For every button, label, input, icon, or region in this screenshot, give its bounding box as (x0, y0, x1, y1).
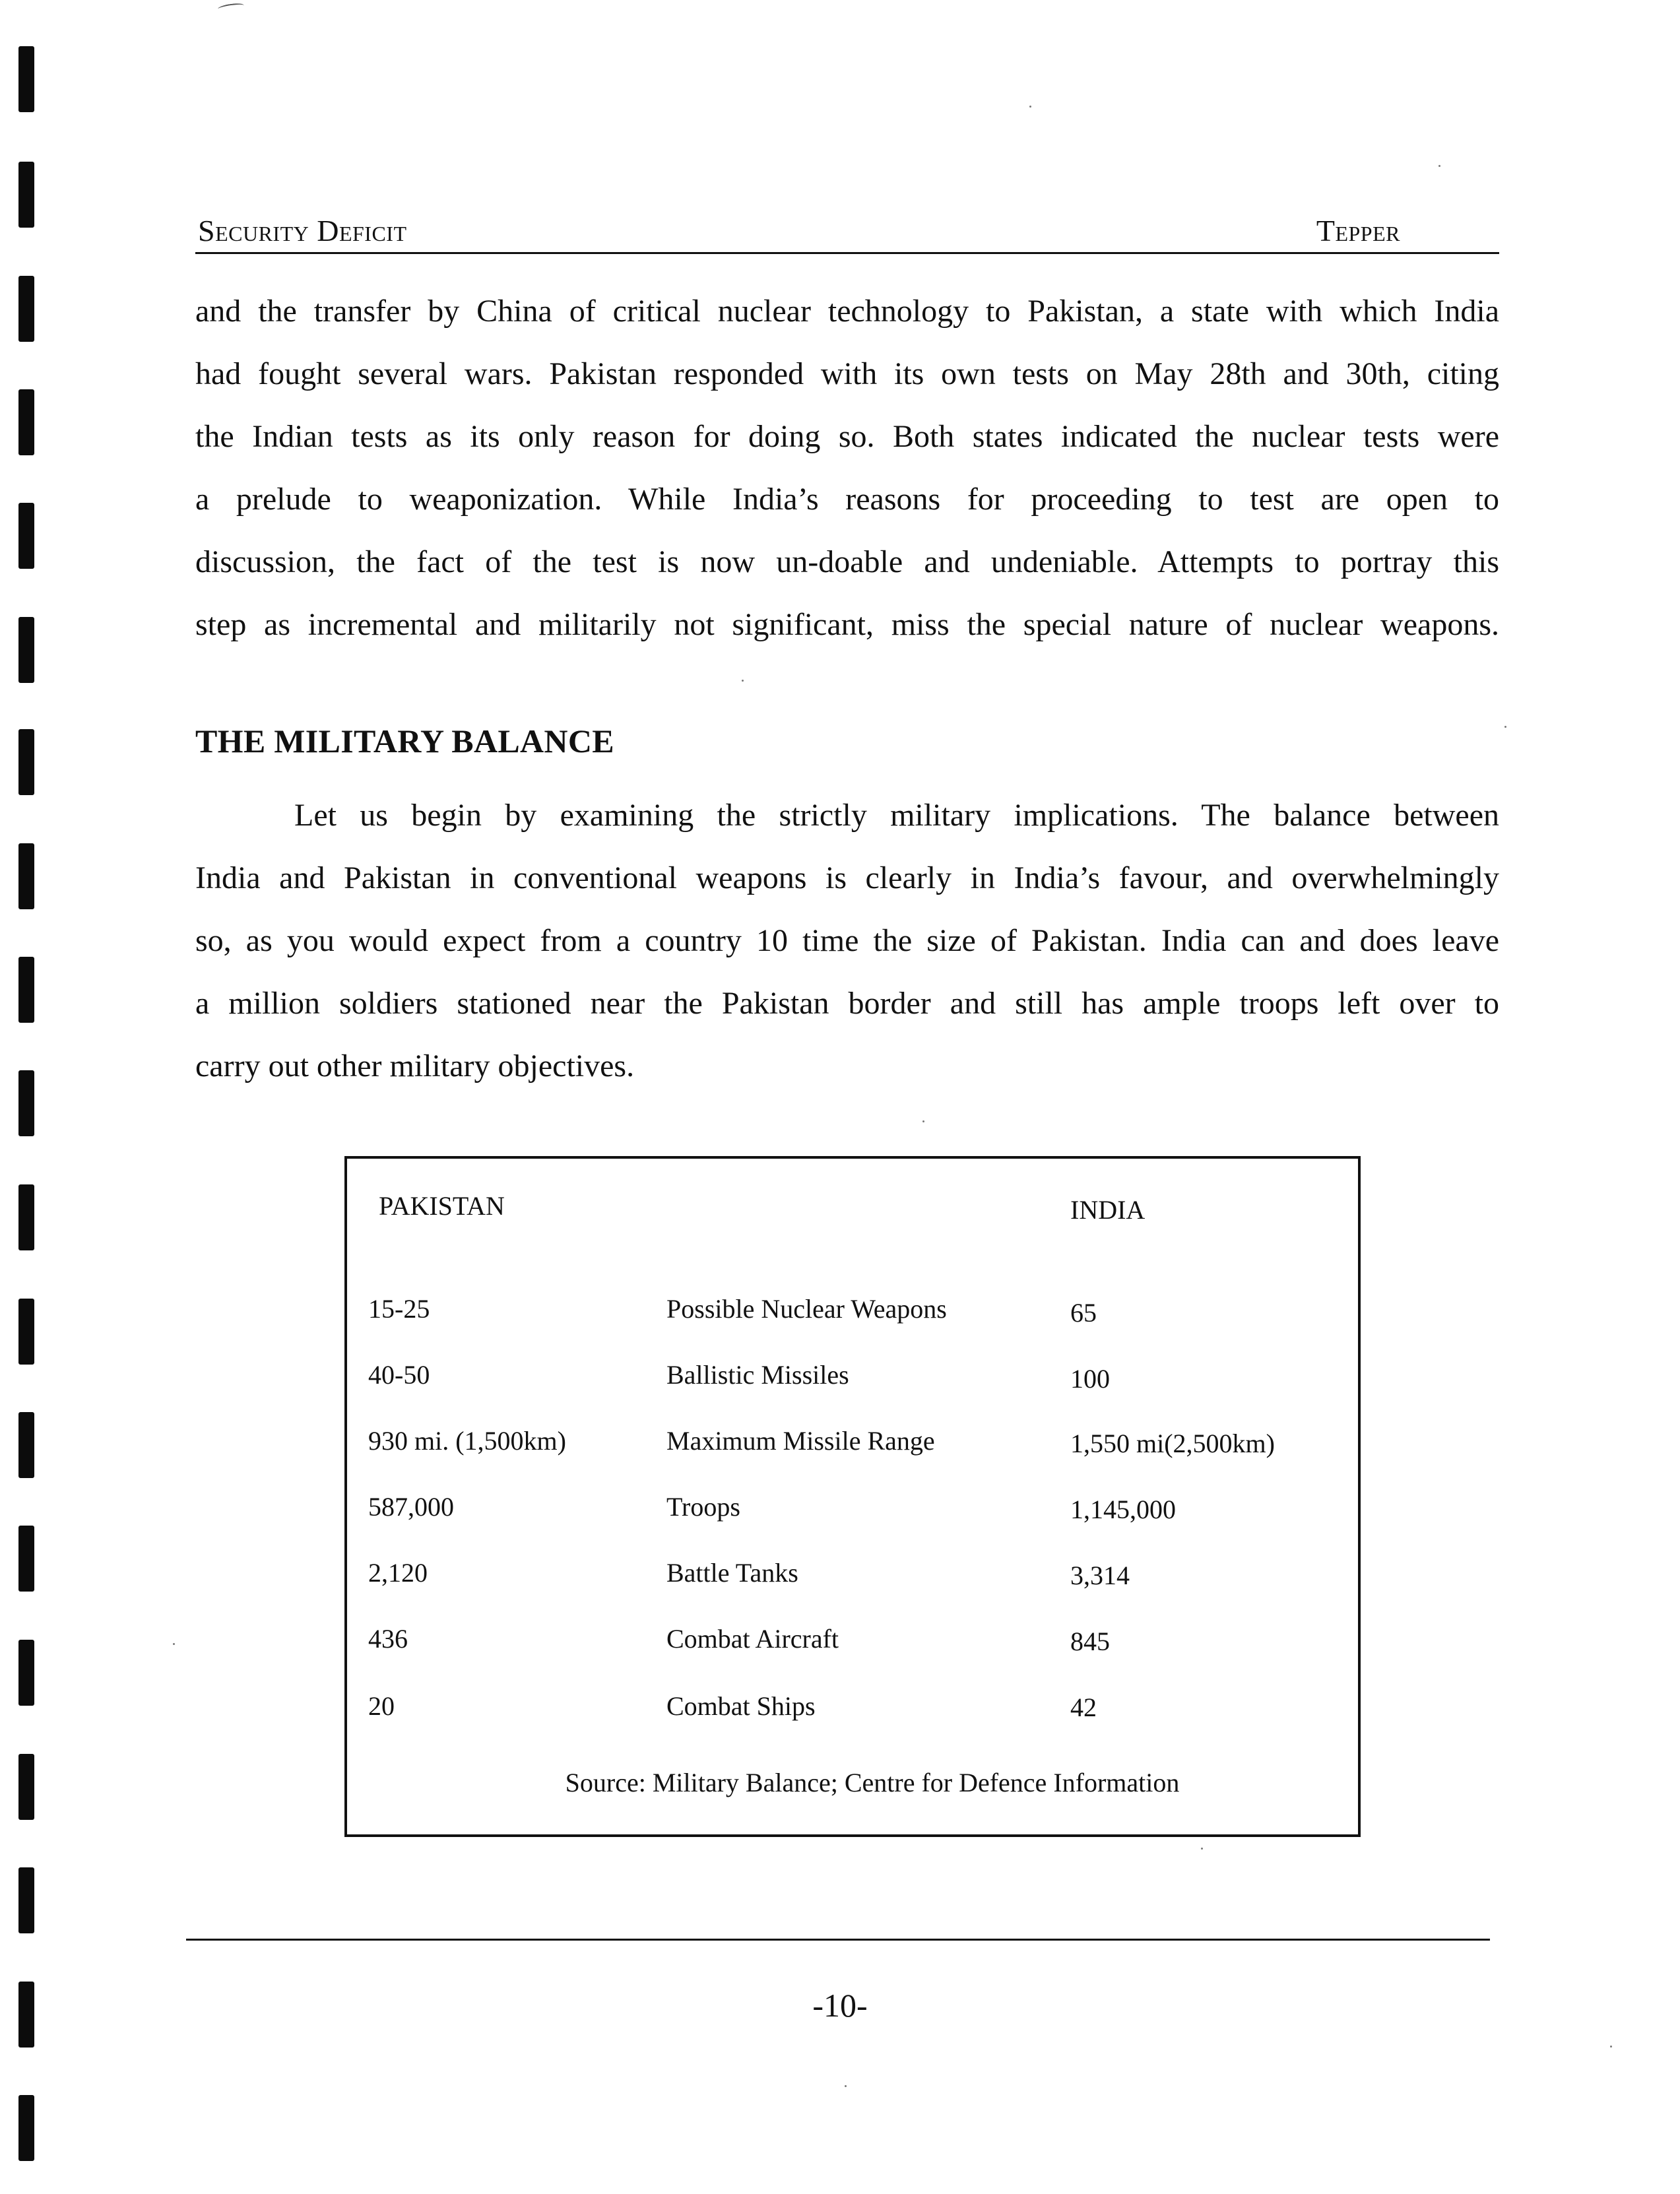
table-row (347, 1425, 1358, 1465)
table-row (347, 1557, 1358, 1597)
text-line: so, as you would expect from a country 10 time the size of Pakistan. India can and does leave (195, 923, 1499, 958)
cell-india: 42 (1070, 1693, 1097, 1722)
punch-mark (18, 1299, 34, 1365)
cell-category: Battle Tanks (666, 1558, 798, 1588)
punch-mark (18, 162, 34, 228)
section-heading: THE MILITARY BALANCE (195, 723, 614, 759)
scan-speck (1029, 106, 1031, 108)
text-line: had fought several wars. Pakistan responded with its own tests on May 28th and 30th, citing (195, 356, 1499, 391)
punch-mark (18, 957, 34, 1023)
cell-pakistan: 930 mi. (1,500km) (368, 1426, 566, 1456)
cell-india: 1,145,000 (1070, 1495, 1176, 1524)
cell-india: 1,550 mi(2,500km) (1070, 1429, 1275, 1458)
text-line: discussion, the fact of the test is now un-doable and undeniable. Attempts to portray this (195, 544, 1499, 579)
table-row (347, 1623, 1358, 1663)
punch-mark (18, 617, 34, 683)
scan-speck (173, 1643, 175, 1645)
punch-mark (18, 1526, 34, 1592)
scan-speck (1438, 165, 1440, 167)
scan-speck (1610, 2046, 1612, 2048)
punch-mark (18, 276, 34, 342)
scan-mark (217, 2, 244, 12)
cell-category: Combat Ships (666, 1691, 816, 1721)
scan-speck (742, 680, 744, 682)
punch-mark (18, 2095, 34, 2161)
table-row (347, 1359, 1358, 1399)
punch-mark (18, 1754, 34, 1820)
cell-pakistan: 436 (368, 1624, 408, 1654)
text-line: India and Pakistan in conventional weapons is clearly in India’s favour, and overwhelmingly (195, 860, 1499, 895)
punch-mark (18, 46, 34, 112)
punch-mark (18, 1070, 34, 1136)
punch-mark (18, 1184, 34, 1250)
cell-pakistan: 20 (368, 1691, 395, 1721)
body-paragraph (195, 784, 1499, 1097)
column-header-pakistan: PAKISTAN (379, 1191, 505, 1221)
page-number: -10- (812, 1987, 868, 2024)
cell-india: 845 (1070, 1627, 1110, 1656)
punch-mark (18, 1412, 34, 1478)
running-header (195, 210, 1499, 254)
cell-category: Maximum Missile Range (666, 1426, 935, 1456)
cell-category: Possible Nuclear Weapons (666, 1294, 947, 1324)
footer-rule (186, 1939, 1490, 1941)
table-row (347, 1691, 1358, 1730)
punch-mark (18, 843, 34, 909)
punch-mark (18, 1640, 34, 1706)
text-line: carry out other military objectives. (195, 1049, 635, 1083)
scan-speck (922, 1120, 924, 1122)
cell-pakistan: 40-50 (368, 1360, 430, 1390)
punch-mark (18, 729, 34, 795)
military-balance-table (344, 1156, 1361, 1837)
cell-india: 100 (1070, 1364, 1110, 1394)
cell-category: Combat Aircraft (666, 1624, 839, 1654)
text-line: and the transfer by China of critical nuclear technology to Pakistan, a state with which India (195, 294, 1499, 329)
table-row (347, 1293, 1358, 1333)
column-header-india: INDIA (1070, 1195, 1146, 1225)
text-line: a million soldiers stationed near the Pakistan border and still has ample troops left over to (195, 986, 1499, 1021)
punch-mark (18, 503, 34, 569)
scan-speck (845, 2085, 847, 2087)
text-line: a prelude to weaponization. While India’s reasons for proceeding to test are open to (195, 482, 1499, 517)
text-line (195, 784, 1499, 847)
scan-speck (1201, 1848, 1203, 1850)
header-author: Tepper (1316, 214, 1400, 247)
cell-pakistan: 15-25 (368, 1294, 430, 1324)
text-line-content: Let us begin by examining the strictly military implications. The balance between (294, 798, 1499, 833)
body-paragraph (195, 280, 1499, 656)
header-title: Security Deficit (198, 214, 407, 247)
scan-speck (1504, 726, 1506, 728)
cell-category: Troops (666, 1492, 740, 1522)
punch-mark (18, 1867, 34, 1933)
table-row (347, 1491, 1358, 1531)
cell-category: Ballistic Missiles (666, 1360, 849, 1390)
cell-pakistan: 587,000 (368, 1492, 454, 1522)
punch-mark (18, 389, 34, 455)
text-line: the Indian tests as its only reason for doing so. Both states indicated the nuclear tests were (195, 419, 1499, 454)
cell-pakistan: 2,120 (368, 1558, 428, 1588)
table-source-note: Source: Military Balance; Centre for Defence Information (565, 1768, 1180, 1797)
cell-india: 65 (1070, 1298, 1097, 1328)
text-line: step as incremental and militarily not significant, miss the special nature of nuclear weapons. (195, 607, 1499, 642)
cell-india: 3,314 (1070, 1561, 1130, 1590)
